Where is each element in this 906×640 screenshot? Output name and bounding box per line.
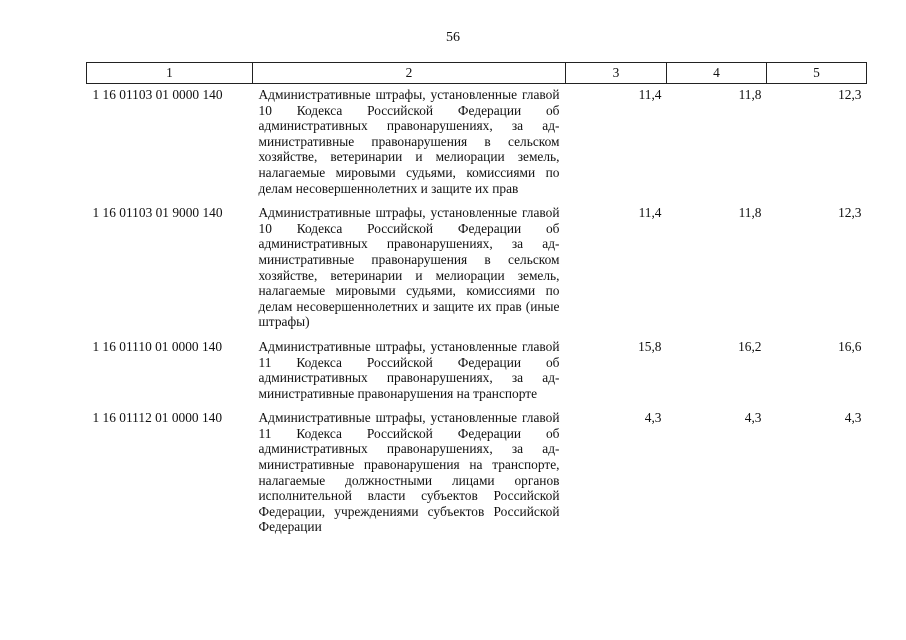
column-header-5: 5 [767,63,867,84]
column-header-3: 3 [566,63,667,84]
value-column-4: 11,8 [738,205,762,221]
table-row [87,336,867,407]
page-number: 56 [446,30,460,45]
column-header-1: 1 [87,63,253,84]
revenue-code: 1 16 01103 01 0000 140 [92,87,223,102]
revenue-code: 1 16 01112 01 0000 140 [92,410,223,426]
value-column-3: 15,8 [638,338,662,354]
revenue-code: 1 16 01103 01 9000 140 [92,205,223,221]
table-row [87,407,867,541]
value-column-5: 4,3 [844,410,862,426]
value-column-5: 12,3 [838,87,862,102]
value-column-4: 4,3 [744,410,762,426]
revenue-description: Административные штрафы, установленные главой 10 Кодекса Российской Федерации об административных правонарушениях, за административные правонарушения в сельском хозяйстве, ветеринарии и мелиорации земель, налагаемые мировыми судьями, комиссиями по делам несовершеннолетних и защите их прав [258,87,560,196]
value-column-5: 16,6 [838,338,862,354]
revenue-code: 1 16 01110 01 0000 140 [92,338,223,354]
table-header [87,63,867,84]
value-column-5: 12,3 [838,205,862,221]
column-header-4: 4 [667,63,767,84]
value-column-4: 11,8 [738,87,762,102]
value-column-3: 11,4 [638,87,662,102]
header-row [87,63,867,84]
value-column-3: 11,4 [638,205,662,221]
budget-table [86,62,867,541]
revenue-description: Административные штрафы, установленные главой 11 Кодекса Российской Федерации об административных правонарушениях, за административные правонарушения на транспорте [258,338,560,401]
revenue-description: Административные штрафы, установленные главой 11 Кодекса Российской Федерации об административных правонарушениях, за административные правонарушения на транспорте, налагаемые должностными лицами органов исполнительной власти субъектов Российской Федерации, учреждениями субъектов Российской Федерации [258,410,560,535]
column-header-2: 2 [253,63,566,84]
table-row [87,202,867,336]
table-row [87,84,867,203]
revenue-description: Административные штрафы, установленные главой 10 Кодекса Российской Федерации об административных правонарушениях, за административные правонарушения в сельском хозяйстве, ветеринарии и мелиорации земель, налагаемые мировыми судьями, комиссиями по делам несовершеннолетних и защите их прав (иные штрафы) [258,205,560,330]
value-column-3: 4,3 [644,410,662,426]
table-body [87,84,867,542]
value-column-4: 16,2 [738,338,762,354]
